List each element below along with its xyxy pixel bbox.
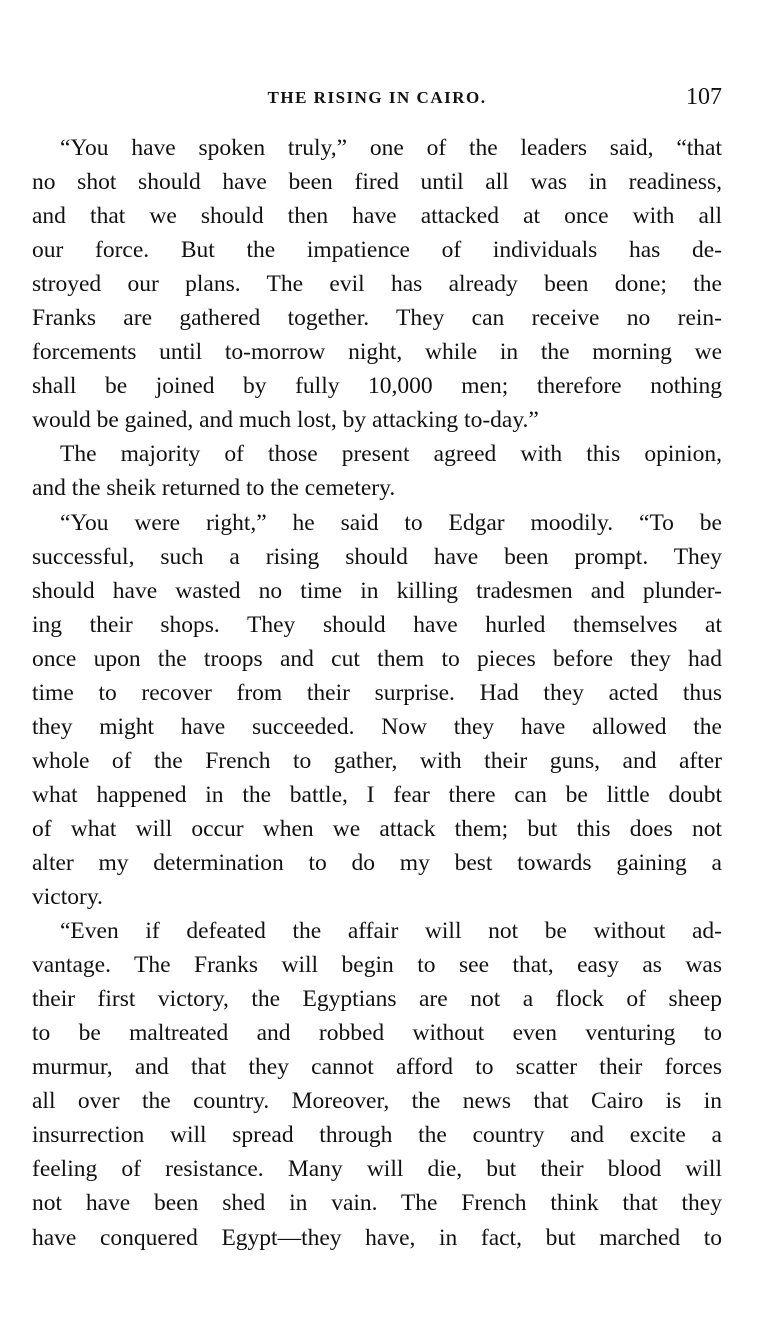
running-head	[32, 84, 722, 112]
text-line: not have been shed in vain. The French think that they	[32, 1190, 722, 1217]
text-line: “Even if defeated the affair will not be without ad-	[60, 918, 722, 945]
text-line: once upon the troops and cut them to pieces before they had	[32, 645, 722, 672]
text-line: they might have succeeded. Now they have allowed the	[32, 713, 722, 740]
text-line: what happened in the battle, I fear there can be little doubt	[32, 781, 722, 808]
text-line: successful, such a rising should have been prompt. They	[32, 543, 722, 570]
text-line: stroyed our plans. The evil has already been done; the	[32, 271, 722, 298]
running-title: THE RISING IN CAIRO.	[267, 88, 487, 107]
text-line: should have wasted no time in killing tradesmen and plunder-	[32, 577, 722, 604]
text-line: feeling of resistance. Many will die, but their blood will	[32, 1156, 722, 1183]
text-line: time to recover from their surprise. Had they acted thus	[32, 679, 722, 706]
text-line: have conquered Egypt—they have, in fact, but marched to	[32, 1224, 722, 1251]
text-line: “You have spoken truly,” one of the leaders said, “that	[60, 135, 722, 161]
text-line: forcements until to-morrow night, while in the morning we	[32, 339, 722, 366]
text-line: victory.	[32, 884, 103, 911]
text-line: alter my determination to do my best towards gaining a	[32, 849, 722, 876]
page-number: 107	[686, 84, 722, 110]
text-line: insurrection will spread through the country and excite a	[32, 1122, 722, 1149]
text-line: and that we should then have attacked at once with all	[32, 203, 722, 230]
text-line: our force. But the impatience of individuals has de-	[32, 237, 722, 264]
text-line: vantage. The Franks will begin to see that, easy as was	[32, 952, 722, 979]
text-line: The majority of those present agreed with this opinion,	[60, 441, 722, 468]
text-line: whole of the French to gather, with their guns, and after	[32, 747, 722, 774]
text-line: and the sheik returned to the cemetery.	[32, 475, 396, 502]
text-line: no shot should have been fired until all was in readiness,	[32, 169, 722, 196]
text-line: “You were right,” he said to Edgar moodily. “To be	[60, 509, 722, 536]
text-line: all over the country. Moreover, the news that Cairo is in	[32, 1088, 722, 1115]
text-line: would be gained, and much lost, by attacking to-day.”	[32, 407, 539, 434]
body-text	[32, 131, 722, 1255]
text-line: Franks are gathered together. They can receive no rein-	[32, 305, 722, 332]
text-line: to be maltreated and robbed without even venturing to	[32, 1020, 722, 1047]
text-line: ing their shops. They should have hurled themselves at	[32, 611, 722, 638]
text-line: shall be joined by fully 10,000 men; therefore nothing	[32, 373, 722, 400]
text-line: their first victory, the Egyptians are not a flock of sheep	[32, 986, 722, 1013]
text-line: of what will occur when we attack them; but this does not	[32, 815, 722, 842]
text-line: murmur, and that they cannot afford to scatter their forces	[32, 1054, 722, 1081]
